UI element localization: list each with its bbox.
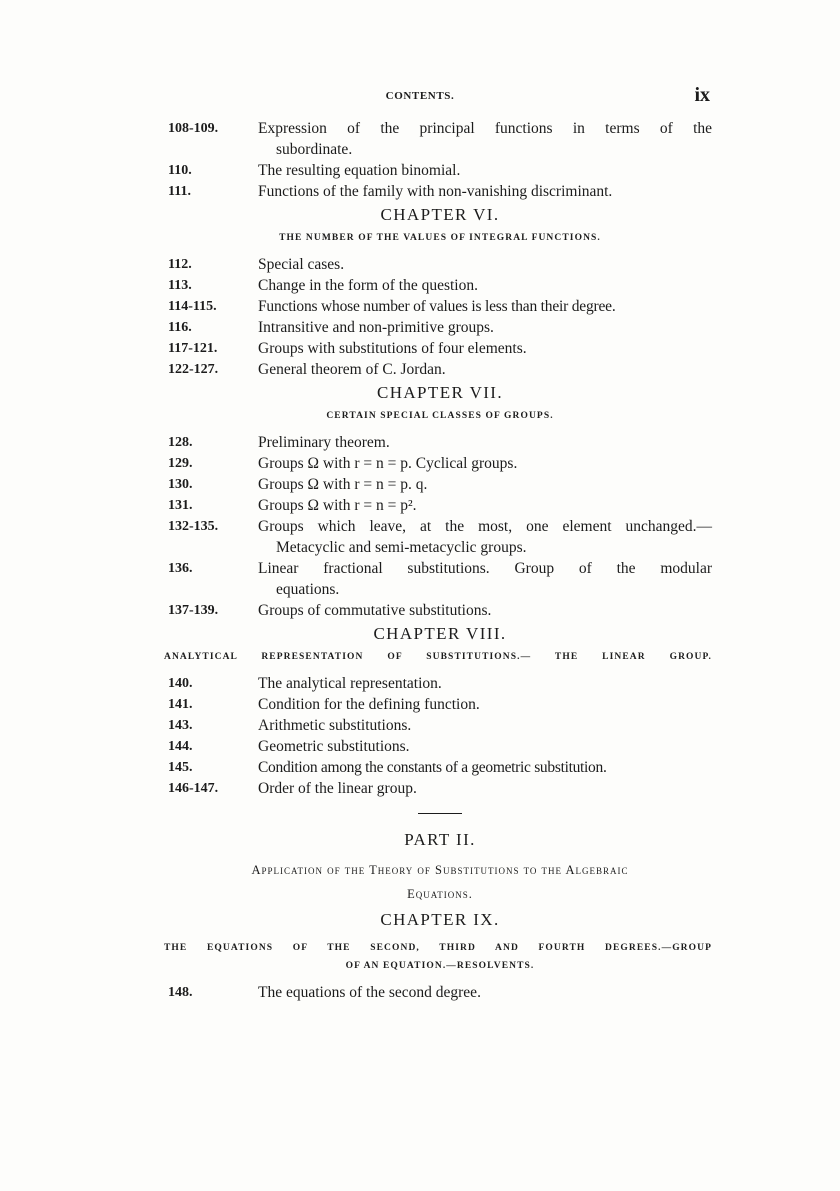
part-title: PART II. — [404, 830, 476, 849]
entry-number: 136. — [168, 561, 193, 576]
entry-text-continued: subordinate. — [276, 141, 353, 158]
entry-number: 129. — [168, 456, 193, 471]
entry-number: 130. — [168, 477, 193, 492]
entry-text: The analytical representation. — [258, 675, 442, 692]
entry-text: General theorem of C. Jordan. — [258, 361, 446, 378]
toc-entry — [168, 338, 712, 359]
toc-entry — [168, 160, 712, 181]
entry-number: 148. — [168, 985, 193, 1000]
running-title: CONTENTS. — [385, 90, 455, 102]
chapter-heading: CHAPTER IX. — [380, 910, 500, 929]
toc-entry — [168, 359, 712, 380]
section-divider-rule — [418, 813, 462, 814]
entry-text: Groups with substitutions of four elements. — [258, 340, 527, 357]
entry-number: 122-127. — [168, 362, 219, 377]
entry-number: 110. — [168, 163, 192, 178]
chapter-subtitle: THE NUMBER OF THE VALUES OF INTEGRAL FUNCTIONS. — [279, 233, 601, 243]
entry-text: Arithmetic substitutions. — [258, 717, 412, 734]
chapter-subtitle: CERTAIN SPECIAL CLASSES OF GROUPS. — [326, 411, 554, 421]
toc-entry — [168, 757, 712, 778]
chapter-subtitle-continued: OF AN EQUATION.—RESOLVENTS. — [345, 961, 535, 971]
entry-text: Condition among the constants of a geometric substitution. — [258, 759, 607, 776]
toc-entry — [168, 317, 712, 338]
page-number: ix — [694, 84, 710, 106]
entry-text: Expression of the principal functions in terms of the — [258, 120, 712, 137]
toc-entry — [168, 736, 712, 757]
toc-entry — [168, 118, 712, 160]
entry-text: The resulting equation binomial. — [258, 162, 461, 179]
toc-entry — [168, 296, 712, 317]
toc-entry — [168, 516, 712, 558]
entry-number: 113. — [168, 278, 192, 293]
entry-number: 128. — [168, 435, 193, 450]
entry-text: Change in the form of the question. — [258, 277, 478, 294]
entry-number: 111. — [168, 184, 191, 199]
part-subtitle: Application of the Theory of Substitutions to the Algebraic — [251, 863, 629, 877]
toc-entry — [168, 778, 712, 799]
entry-text: Functions of the family with non-vanishing discriminant. — [258, 183, 613, 200]
part-subtitle-continued: Equations. — [407, 887, 473, 901]
chapter-heading: CHAPTER VII. — [376, 383, 504, 402]
toc-entry — [168, 432, 712, 453]
entry-text: The equations of the second degree. — [258, 984, 481, 1001]
toc-entry — [168, 558, 712, 600]
entry-text: Groups Ω with r = n = p². — [258, 497, 417, 514]
chapter-heading: CHAPTER VIII. — [373, 624, 507, 643]
entry-number: 145. — [168, 760, 193, 775]
contents-list — [164, 118, 712, 1003]
entry-number: 108-109. — [168, 121, 219, 136]
entry-number: 112. — [168, 257, 192, 272]
toc-entry — [168, 254, 712, 275]
entry-text: Special cases. — [258, 256, 345, 273]
entry-text: Groups of commutative substitutions. — [258, 602, 492, 619]
entry-number: 117-121. — [168, 341, 218, 356]
toc-entry — [168, 453, 712, 474]
toc-entry — [168, 694, 712, 715]
entry-number: 143. — [168, 718, 193, 733]
entry-number: 131. — [168, 498, 193, 513]
entry-text: Groups Ω with r = n = p. Cyclical groups. — [258, 455, 518, 472]
toc-entry — [168, 600, 712, 621]
entry-number: 114-115. — [168, 299, 217, 314]
entry-number: 137-139. — [168, 603, 219, 618]
entry-number: 146-147. — [168, 781, 219, 796]
entry-text: Groups which leave, at the most, one element unchanged.— — [258, 518, 712, 535]
entry-number: 144. — [168, 739, 193, 754]
entry-number: 116. — [168, 320, 192, 335]
entry-text: Functions whose number of values is less than their degree. — [258, 298, 616, 315]
entry-text: Order of the linear group. — [258, 780, 417, 797]
entry-text-continued: Metacyclic and semi-metacyclic groups. — [276, 539, 527, 556]
toc-entry — [168, 982, 712, 1003]
entry-text: Groups Ω with r = n = p. q. — [258, 476, 428, 493]
entry-number: 141. — [168, 697, 193, 712]
entry-number: 140. — [168, 676, 193, 691]
chapter-heading: CHAPTER VI. — [380, 205, 500, 224]
entry-text-continued: equations. — [276, 581, 340, 598]
entry-text: Intransitive and non-primitive groups. — [258, 319, 494, 336]
entry-text: Geometric substitutions. — [258, 738, 410, 755]
entry-text: Preliminary theorem. — [258, 434, 390, 451]
entry-number: 132-135. — [168, 519, 219, 534]
toc-entry — [168, 181, 712, 202]
toc-entry — [168, 715, 712, 736]
chapter-subtitle: ANALYTICAL REPRESENTATION OF SUBSTITUTIONS.— THE LINEAR GROUP. — [164, 652, 712, 662]
chapter-subtitle: THE EQUATIONS OF THE SECOND, THIRD AND FOURTH DEGREES.—GROUP — [164, 943, 712, 953]
toc-entry — [168, 275, 712, 296]
toc-entry — [168, 474, 712, 495]
toc-entry — [168, 495, 712, 516]
entry-text: Linear fractional substitutions. Group of the modular — [258, 560, 712, 577]
running-head — [0, 86, 840, 108]
toc-entry — [168, 673, 712, 694]
entry-text: Condition for the defining function. — [258, 696, 480, 713]
